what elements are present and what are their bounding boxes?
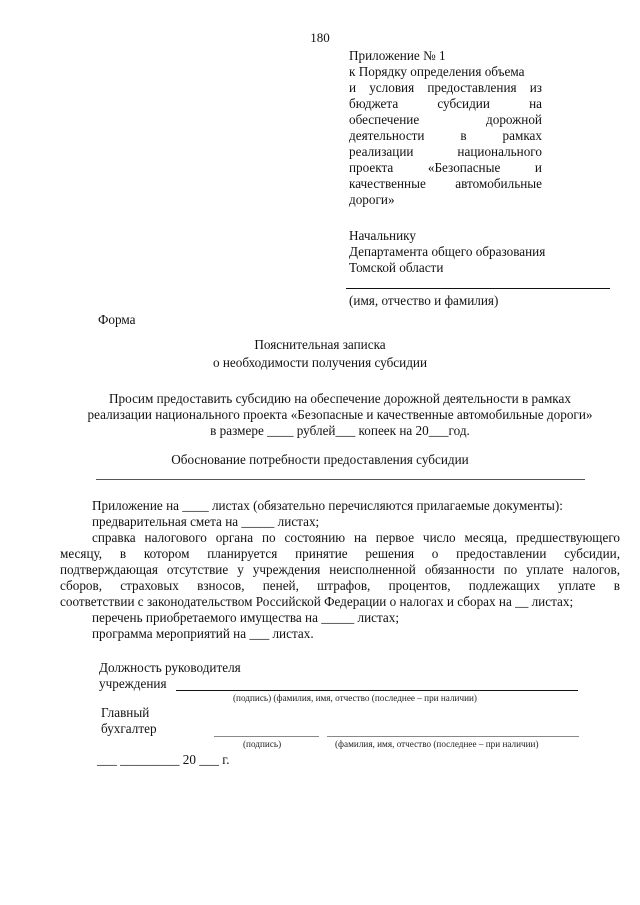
addressee-line: Департамента общего образования [349,244,546,259]
appendix-line: к Порядку определения объема [349,64,525,79]
appendix-line: качественные автомобильные [349,176,542,191]
request-paragraph [60,391,620,439]
page-number: 180 [310,30,330,45]
note-subtitle: о необходимости получения субсидии [212,355,428,370]
addressee-block [349,228,545,276]
accountant-label-2: бухгалтер [101,721,157,736]
attachment-line: Приложение на ____ листах (обязательно перечисляются прилагаемые документы): [92,498,563,513]
addressee-name-line [346,288,610,289]
attachments-list [60,498,620,642]
addressee-line: Начальнику [349,228,416,243]
accountant-signature-line [214,736,319,737]
head-signature-caption: (подпись) (фамилия, имя, отчество (последнее – при наличии) [233,693,477,703]
attachment-line: соответствии с законодательством Российской Федерации о налогах и сборах на __ листах; [60,594,574,609]
appendix-line: дороги» [349,192,395,207]
request-line: в размере ____ рублей___ копеек на 20___год. [210,423,470,438]
appendix-line: бюджета субсидии на [349,96,542,111]
accountant-name-line [327,736,579,737]
head-institution-label: учреждения [99,676,167,691]
attachment-line: справка налогового органа по состоянию на первое число месяца, предшествующего [92,530,620,545]
accountant-signature-caption: (подпись) [243,739,282,749]
appendix-line: деятельности в рамках [349,128,542,143]
appendix-line: обеспечение дорожной [349,112,542,127]
appendix-title: Приложение № 1 [349,48,446,63]
basis-blank-line [96,479,585,480]
addressee-name-caption: (имя, отчество и фамилия) [349,293,499,308]
appendix-line: и условия предоставления из [349,80,542,95]
form-label: Форма [98,312,136,327]
head-position-label: Должность руководителя [99,660,241,675]
request-line: Просим предоставить субсидию на обеспечение дорожной деятельности в рамках [109,391,571,406]
attachment-line: сборов, страховых взносов, пеней, штрафов, процентов, подлежащих уплате в [60,578,620,593]
attachment-line: перечень приобретаемого имущества на _____ листах; [92,610,400,625]
request-line: реализации национального проекта «Безопасные и качественные автомобильные дороги» [87,407,593,422]
basis-title: Обоснование потребности предоставления субсидии [171,452,469,467]
attachment-line: предварительная смета на _____ листах; [92,514,320,529]
accountant-name-caption: (фамилия, имя, отчество (последнее – при наличии) [335,739,539,749]
addressee-line: Томской области [349,260,444,275]
head-signature-line [176,690,578,691]
appendix-line: проекта «Безопасные и [349,160,542,175]
accountant-label: Главный [101,705,150,720]
attachment-line: программа мероприятий на ___ листах. [92,626,314,641]
attachment-line: подтверждающая отсутствие у учреждения неисполненной обязанности по уплате налогов, [60,562,620,577]
appendix-line: реализации национального [349,144,542,159]
appendix-header [349,48,542,208]
attachment-line: месяцу, в котором планируется принятие решения о предоставлении субсидии, [60,546,620,561]
note-title: Пояснительная записка [254,337,386,352]
date-line: ___ _________ 20 ___ г. [97,752,230,767]
